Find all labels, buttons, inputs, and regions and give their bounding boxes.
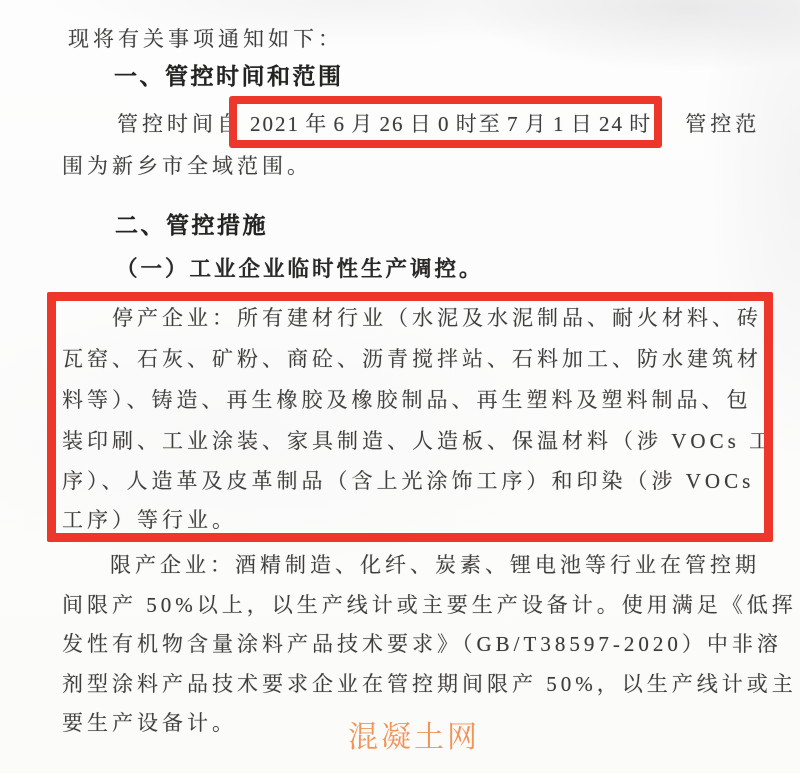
shutdown-line: 工序）等行业。 [62,508,237,532]
shutdown-line: 料等）、铸造、再生橡胶及橡胶制品、再生塑料及塑料制品、包 [62,388,752,412]
control-time-line [117,111,760,137]
section-2-heading: 二、管控措施 [115,212,268,238]
intro-line: 现将有关事项通知如下： [68,27,343,51]
limit-line: 限产企业：酒精制造、化纤、炭素、锂电池等行业在管控期 [110,553,760,577]
shutdown-line: 瓦窑、石灰、矿粉、商砼、沥青搅拌站、石料加工、防水建筑材 [62,347,762,371]
shutdown-line: 停产企业：所有建材行业（水泥及水泥制品、耐火材料、砖 [112,306,762,330]
control-time-tail: 管控范 [685,112,761,136]
limit-line: 剂型涂料产品技术要求企业在管控期间限产 50%，以生产线计或主 [62,672,797,696]
subsection-heading: （一）工业企业临时性生产调控。 [116,257,484,281]
section-1-heading: 一、管控时间和范围 [114,63,344,89]
shutdown-line: 装印刷、工业涂装、家具制造、人造板、保温材料（涉 VOCs 工 [62,429,775,453]
control-time-highlighted-text: 2021 年 6 月 26 日 0 时至 7 月 1 日 24 时， [250,112,676,136]
limit-line: 间限产 50%以上，以生产线计或主要生产设备计。使用满足《低挥 [62,593,797,617]
limit-line: 要生产设备计。 [62,711,237,735]
limit-line: 发性有机物含量涂料产品技术要求》（GB/T38597-2020）中非溶 [62,632,782,656]
shutdown-line: 序）、人造革及皮革制品（含上光涂饰工序）和印染（涉 VOCs [62,469,755,493]
control-time-label: 管控时间自 [117,112,242,136]
control-scope-line: 围为新乡市全域范围。 [62,154,312,178]
watermark: 混凝土网 [348,721,480,754]
